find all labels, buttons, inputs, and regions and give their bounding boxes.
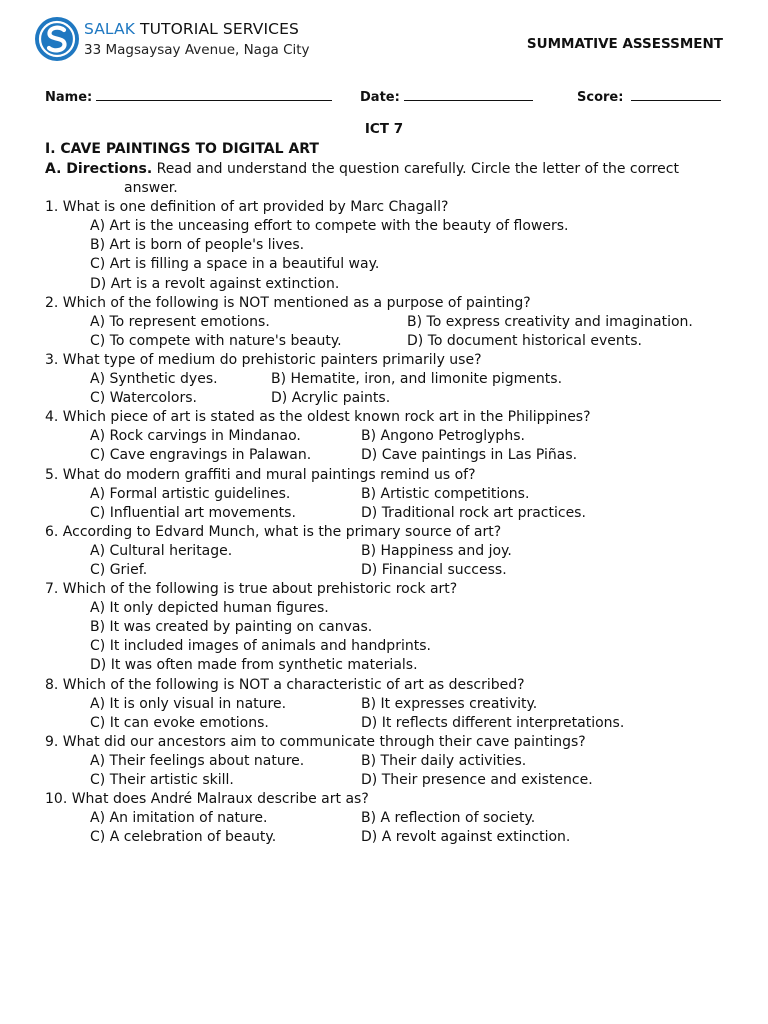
q2-option-a[interactable]: A) To represent emotions. <box>90 313 270 330</box>
q4-option-b[interactable]: B) Angono Petroglyphs. <box>361 428 525 445</box>
q10-option-row-1 <box>45 809 735 828</box>
q10-option-row-2 <box>45 828 735 847</box>
q4-option-row-1 <box>45 427 735 446</box>
q5-option-row-2 <box>45 504 735 523</box>
q1-option-d[interactable]: D) Art is a revolt against extinction. <box>90 275 340 292</box>
q4-option-row-2 <box>45 446 735 465</box>
section-title: I. CAVE PAINTINGS TO DIGITAL ART <box>45 141 319 157</box>
score-field <box>577 88 721 105</box>
document-kind: SUMMATIVE ASSESSMENT <box>526 36 723 52</box>
q2-option-b[interactable]: B) To express creativity and imagination. <box>407 313 693 330</box>
organization-address: 33 Magsaysay Avenue, Naga City <box>84 42 310 58</box>
page-header <box>0 0 768 80</box>
organization-name <box>84 20 299 38</box>
question-2: 2. Which of the following is NOT mentioned as a purpose of painting? <box>45 294 531 311</box>
name-label: Name: <box>45 90 93 105</box>
q8-option-c[interactable]: C) It can evoke emotions. <box>90 714 269 731</box>
q3-option-b[interactable]: B) Hematite, iron, and limonite pigments. <box>271 371 563 388</box>
student-info-fields <box>45 88 725 108</box>
directions-continuation: answer. <box>124 180 178 197</box>
q6-option-row-2 <box>45 561 735 580</box>
q2-option-c[interactable]: C) To compete with nature's beauty. <box>90 332 342 349</box>
score-blank-line <box>631 88 721 101</box>
q1-option-b[interactable]: B) Art is born of people's lives. <box>90 237 305 254</box>
date-label: Date: <box>360 90 400 105</box>
q3-option-row-1 <box>45 370 735 389</box>
q6-option-a[interactable]: A) Cultural heritage. <box>90 542 233 559</box>
q5-option-d[interactable]: D) Traditional rock art practices. <box>361 504 586 521</box>
q2-option-row-1 <box>45 313 735 332</box>
subject-title: ICT 7 <box>364 121 404 137</box>
q5-option-b[interactable]: B) Artistic competitions. <box>361 485 530 502</box>
question-10: 10. What does André Malraux describe art as? <box>45 791 369 808</box>
q9-option-b[interactable]: B) Their daily activities. <box>361 752 527 769</box>
q10-option-b[interactable]: B) A reflection of society. <box>361 810 536 827</box>
directions-text: Read and understand the question carefully. Circle the letter of the correct <box>156 161 679 177</box>
q6-option-row-1 <box>45 542 735 561</box>
question-9: 9. What did our ancestors aim to communicate through their cave paintings? <box>45 733 586 750</box>
q9-option-row-1 <box>45 752 735 771</box>
question-5: 5. What do modern graffiti and mural paintings remind us of? <box>45 466 476 483</box>
q10-option-d[interactable]: D) A revolt against extinction. <box>361 829 571 846</box>
name-field <box>45 88 332 105</box>
salak-logo-icon <box>34 16 80 62</box>
question-1: 1. What is one definition of art provided by Marc Chagall? <box>45 199 449 216</box>
q10-option-a[interactable]: A) An imitation of nature. <box>90 810 268 827</box>
directions <box>45 160 735 179</box>
q7-option-c[interactable]: C) It included images of animals and handprints. <box>90 638 431 655</box>
q3-option-d[interactable]: D) Acrylic paints. <box>271 390 391 407</box>
q8-option-b[interactable]: B) It expresses creativity. <box>361 695 538 712</box>
organization-name-rest: TUTORIAL SERVICES <box>140 20 299 38</box>
question-3: 3. What type of medium do prehistoric painters primarily use? <box>45 351 482 368</box>
q7-option-b[interactable]: B) It was created by painting on canvas. <box>90 619 373 636</box>
q4-option-a[interactable]: A) Rock carvings in Mindanao. <box>90 428 301 445</box>
question-6: 6. According to Edvard Munch, what is the primary source of art? <box>45 523 502 540</box>
question-8: 8. Which of the following is NOT a characteristic of art as described? <box>45 676 525 693</box>
q9-option-d[interactable]: D) Their presence and existence. <box>361 772 593 788</box>
question-7: 7. Which of the following is true about prehistoric rock art? <box>45 581 458 598</box>
q6-option-d[interactable]: D) Financial success. <box>361 561 507 578</box>
organization-name-accent: SALAK <box>84 20 135 38</box>
q5-option-c[interactable]: C) Influential art movements. <box>90 504 296 521</box>
q4-option-c[interactable]: C) Cave engravings in Palawan. <box>90 447 312 464</box>
q10-option-c[interactable]: C) A celebration of beauty. <box>90 829 277 846</box>
q8-option-row-1 <box>45 695 735 714</box>
q3-option-row-2 <box>45 389 735 408</box>
q1-option-a[interactable]: A) Art is the unceasing effort to compete with the beauty of flowers. <box>90 218 569 235</box>
q9-option-a[interactable]: A) Their feelings about nature. <box>90 752 305 769</box>
q7-option-d[interactable]: D) It was often made from synthetic materials. <box>90 657 418 674</box>
q2-option-d[interactable]: D) To document historical events. <box>407 332 642 349</box>
directions-label: A. Directions. <box>45 161 153 177</box>
q5-option-a[interactable]: A) Formal artistic guidelines. <box>90 485 291 502</box>
q4-option-d[interactable]: D) Cave paintings in Las Piñas. <box>361 447 578 464</box>
q6-option-c[interactable]: C) Grief. <box>90 561 148 578</box>
question-4: 4. Which piece of art is stated as the oldest known rock art in the Philippines? <box>45 409 591 426</box>
date-field <box>360 88 533 105</box>
name-blank-line <box>96 88 332 101</box>
q9-option-c[interactable]: C) Their artistic skill. <box>90 772 234 788</box>
q3-option-c[interactable]: C) Watercolors. <box>90 390 197 407</box>
date-blank-line <box>404 88 533 101</box>
q5-option-row-1 <box>45 485 735 504</box>
q9-option-row-2 <box>45 771 735 790</box>
q1-option-c[interactable]: C) Art is filling a space in a beautiful way. <box>90 256 380 273</box>
q2-option-row-2 <box>45 332 735 351</box>
q8-option-row-2 <box>45 714 735 733</box>
q8-option-a[interactable]: A) It is only visual in nature. <box>90 695 287 712</box>
assessment-content <box>45 140 735 847</box>
q7-option-a[interactable]: A) It only depicted human figures. <box>90 600 329 617</box>
q8-option-d[interactable]: D) It reflects different interpretations. <box>361 714 625 731</box>
q6-option-b[interactable]: B) Happiness and joy. <box>361 542 512 559</box>
score-label: Score: <box>577 90 624 105</box>
q3-option-a[interactable]: A) Synthetic dyes. <box>90 371 218 388</box>
